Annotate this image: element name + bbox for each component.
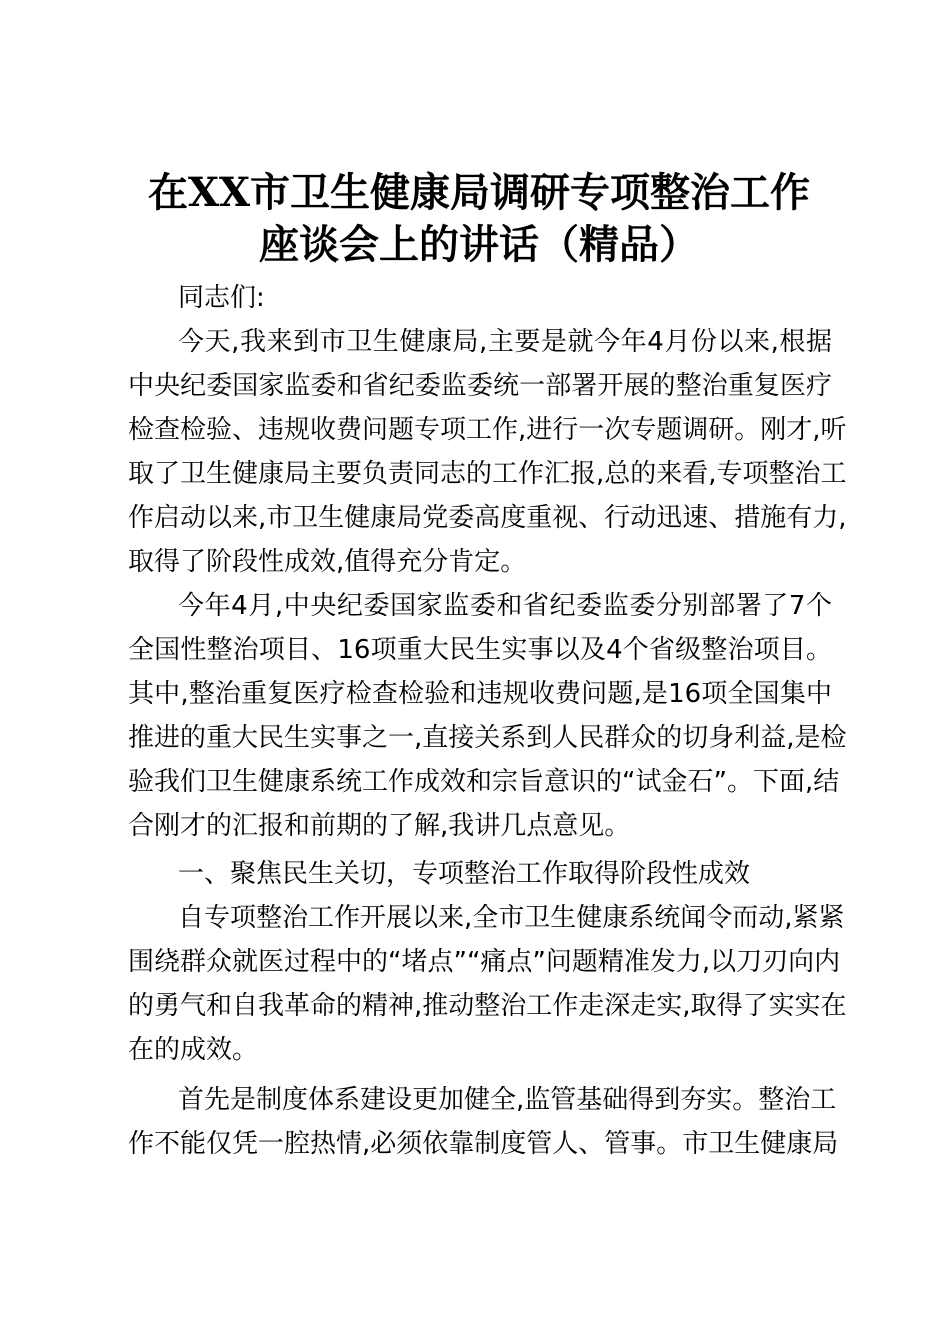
text-line: 同志们:	[178, 283, 265, 313]
text-line: 全国性整治项目、16项重大民生实事以及4个省级整治项目。	[128, 635, 832, 665]
text-line: 推进的重大民生实事之一,直接关系到人民群众的切身利益,是检	[128, 723, 847, 753]
text-line: 今天,我来到市卫生健康局,主要是就今年4月份以来,根据	[178, 327, 832, 357]
text-line: 围绕群众就医过程中的“堵点”“痛点”问题精准发力,以刀刃向内	[128, 947, 841, 977]
text-line: 验我们卫生健康系统工作成效和宗旨意识的“试金石”。下面,结	[128, 767, 840, 797]
text-line: 其中,整治重复医疗检查检验和违规收费问题,是16项全国集中	[128, 679, 832, 709]
text-line: 自专项整治工作开展以来,全市卫生健康系统闻令而动,紧紧	[178, 903, 845, 933]
document-title-line-1: 在XX市卫生健康局调研专项整治工作	[147, 169, 811, 216]
text-line: 在的成效。	[128, 1035, 259, 1065]
text-line: 今年4月,中央纪委国家监委和省纪委监委分别部署了7个	[178, 591, 832, 621]
paragraph	[128, 896, 847, 1072]
text-line: 作不能仅凭一腔热情,必须依靠制度管人、管事。市卫生健康局	[128, 1129, 839, 1159]
text-line: 作启动以来,市卫生健康局党委高度重视、行动迅速、措施有力,	[128, 503, 847, 533]
text-line: 取得了阶段性成效,值得充分肯定。	[128, 547, 527, 577]
text-line: 中央纪委国家监委和省纪委监委统一部署开展的整治重复医疗	[128, 371, 832, 401]
paragraph	[128, 1078, 839, 1166]
text-line: 首先是制度体系建设更加健全,监管基础得到夯实。整治工	[178, 1085, 837, 1115]
paragraph	[128, 320, 847, 584]
section-heading	[128, 852, 832, 896]
text-line: 取了卫生健康局主要负责同志的工作汇报,总的来看,专项整治工	[128, 459, 847, 489]
paragraph	[128, 276, 832, 320]
document-title-line-2: 座谈会上的讲话（精品）	[259, 221, 699, 268]
text-line: 一、聚焦民生关切，专项整治工作取得阶段性成效	[178, 859, 751, 889]
paragraph	[128, 584, 847, 848]
text-line: 合刚才的汇报和前期的了解,我讲几点意见。	[128, 811, 631, 841]
text-line: 的勇气和自我革命的精神,推动整治工作走深走实,取得了实实在	[128, 991, 847, 1021]
document-body	[128, 276, 847, 1166]
text-line: 检查检验、违规收费问题专项工作,进行一次专题调研。刚才,听	[128, 415, 847, 445]
